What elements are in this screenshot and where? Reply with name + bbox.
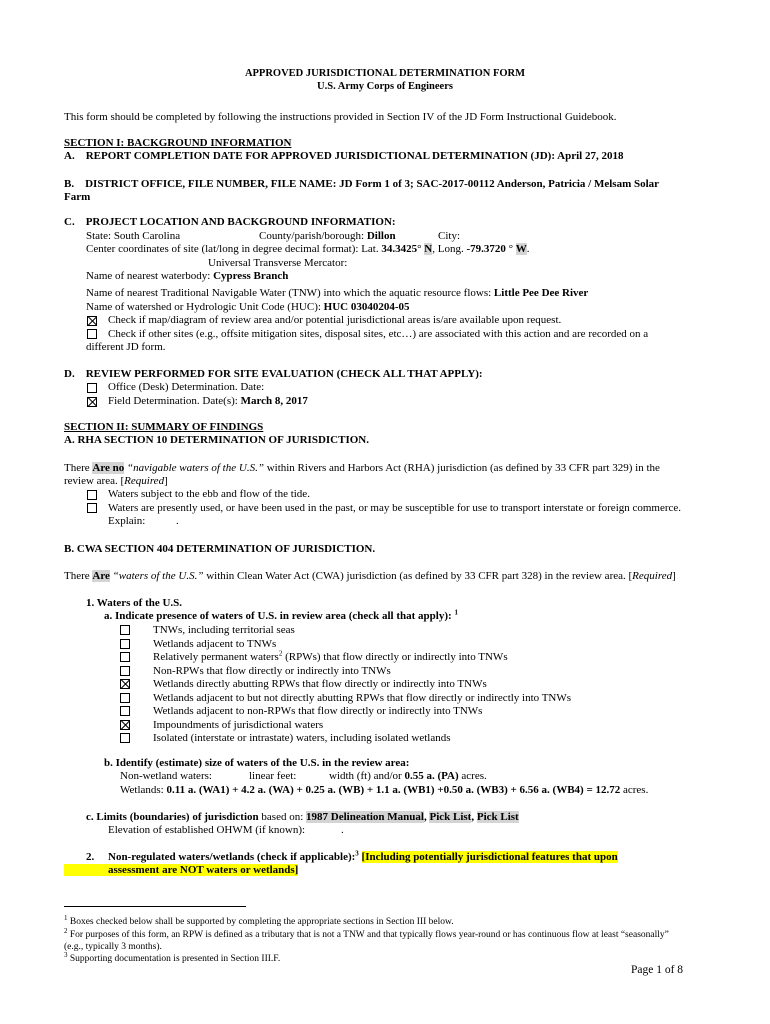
other-sites-label-cont: different JD form. (86, 341, 166, 353)
footnote-number: 2 (64, 926, 68, 935)
water-type-label (153, 719, 323, 732)
cwa-pre: There (64, 570, 90, 582)
state-label: State: (86, 230, 112, 242)
huc-value: HUC 03040204-05 (323, 301, 410, 313)
city-label: City: (438, 230, 461, 242)
width-label: width (ft) and/or (329, 770, 402, 782)
utm-label: Universal Transverse Mercator: (208, 257, 348, 269)
project-location-heading: PROJECT LOCATION AND BACKGROUND INFORMATION: (85, 216, 396, 228)
cwa-end: ] (672, 570, 676, 582)
water-type-text: Impoundments of jurisdictional waters (153, 718, 324, 731)
rha-pre: There (64, 462, 90, 474)
water-type-checkbox[interactable] (120, 693, 130, 703)
footnote-number: 3 (64, 950, 68, 959)
section1-b (64, 178, 659, 191)
water-type-label (153, 624, 295, 637)
section1-a (64, 150, 623, 163)
wetlands-acres-label: acres. (622, 784, 649, 796)
limits-based-on: based on: (261, 811, 304, 823)
footnote-text: Boxes checked below shall be supported by completing the appropriate sections in Section III below. (69, 917, 454, 927)
explain-label: Explain: (108, 515, 146, 527)
rha-heading: A. RHA SECTION 10 DETERMINATION OF JURISDICTION. (64, 434, 369, 446)
tnw-label: Name of nearest Traditional Navigable Water (TNW) into which the aquatic resource flows: (86, 287, 492, 299)
county-value: Dillon (366, 230, 396, 242)
water-type-text: TNWs, including territorial seas (153, 624, 295, 636)
limit-sep-1: , (423, 811, 427, 823)
field-determination-label: Field Determination. Date(s): (108, 395, 238, 407)
ebb-flow-label: Waters subject to the ebb and flow of the tide. (108, 488, 310, 500)
water-type-label (153, 678, 487, 691)
water-type-label (153, 692, 571, 705)
long-label: , Long. (432, 243, 464, 255)
rha-line2-pre: review area. [ (64, 475, 125, 487)
section2-heading: SECTION II: SUMMARY OF FINDINGS (64, 421, 264, 433)
nonwetland-size-line (329, 770, 487, 783)
cwa-statement (64, 570, 676, 583)
section1-c (64, 216, 396, 229)
footnote-divider (64, 906, 246, 907)
field-determination-date: March 8, 2017 (240, 395, 308, 407)
coords-label: Center coordinates of site (lat/long in degree decimal format): Lat. (86, 243, 379, 255)
office-determination-label: Office (Desk) Determination. Date: (108, 381, 265, 393)
rha-line2-post: ] (164, 475, 168, 487)
cwa-italic: “waters of the U.S.” (112, 570, 204, 582)
cwa-post: within Clean Water Act (CWA) jurisdiction (as defined by 33 CFR part 328) in the review area. [ (206, 570, 633, 582)
page-number: Page 1 of 8 (631, 964, 684, 976)
footnote-ref-2: 2 (278, 649, 283, 658)
waters-heading: 1. Waters of the U.S. (86, 597, 183, 609)
long-value: -79.3720 (466, 243, 506, 255)
ohwm-label: Elevation of established OHWM (if known): (108, 824, 306, 836)
water-type-text: Non-RPWs that flow directly or indirectly into TNWs (153, 664, 391, 677)
commerce-label: Waters are presently used, or have been used in the past, or may be susceptible for use to transport interstate or foreign commerce. (108, 502, 682, 514)
lat-direction: N (424, 243, 433, 255)
section1-heading: SECTION I: BACKGROUND INFORMATION (64, 137, 292, 149)
footnote-text: Supporting documentation is presented in Section III.F. (69, 954, 281, 964)
wetlands-label: Wetlands: (120, 784, 164, 796)
limit-sep-2: , (471, 811, 475, 823)
water-type-text: Wetlands adjacent to but not directly abutting RPWs that flow directly or indirectly into TNWs (153, 691, 572, 704)
form-title: APPROVED JURISDICTIONAL DETERMINATION FORM (244, 68, 526, 79)
tnw-line (86, 287, 588, 300)
report-date-value: April 27, 2018 (557, 150, 624, 162)
explain-value: . (176, 515, 179, 527)
other-sites-label: Check if other sites (e.g., offsite mitigation sites, disposal sites, etc…) are associated with this action and are recorded on a (108, 328, 649, 340)
nonregulated-num: 2. (86, 851, 95, 863)
cwa-required: Required (632, 570, 673, 582)
water-type-label (153, 705, 482, 718)
presence-heading-text: a. Indicate presence of waters of U.S. in review area (check all that apply): (104, 610, 452, 622)
coords-line: Center coordinates of site (lat/long in degree decimal format): Lat. 34.3425° N, Long. -79.3720 ° W. (86, 243, 530, 255)
linear-feet-label: linear feet: (249, 770, 297, 782)
rha-italic: “navigable waters of the U.S.” (127, 462, 264, 474)
lat-deg: ° (417, 243, 422, 255)
water-type-text: Wetlands adjacent to non-RPWs that flow directly or indirectly into TNWs (153, 705, 483, 717)
water-type-label (153, 732, 451, 745)
water-type-checkbox[interactable] (120, 625, 130, 635)
ohwm-value: . (341, 824, 344, 836)
water-type-text: Wetlands directly abutting RPWs that flow directly or indirectly into TNWs (153, 678, 487, 690)
limit-select-2[interactable]: Pick List (429, 811, 472, 823)
label-b: B. (64, 178, 75, 190)
limits-line (86, 811, 519, 824)
district-office-label: DISTRICT OFFICE, FILE NUMBER, FILE NAME: (85, 178, 337, 190)
label-c: C. (64, 216, 75, 228)
water-type-checkbox[interactable] (120, 679, 130, 689)
water-type-label (153, 638, 276, 651)
footnote (64, 950, 281, 966)
water-type-checkbox[interactable] (120, 720, 130, 730)
district-office-value-cont: Farm (64, 191, 91, 203)
nonregulated-note-2: assessment are NOT waters or wetlands] (64, 864, 298, 876)
label-d: D. (64, 368, 75, 380)
county-line (259, 230, 396, 243)
label-a: A. (64, 150, 75, 162)
water-type-checkbox[interactable] (120, 733, 130, 743)
long-direction: W (515, 243, 527, 255)
tnw-value: Little Pee Dee River (493, 287, 589, 299)
water-type-label (153, 665, 391, 678)
cwa-answer[interactable]: Are (92, 570, 110, 582)
water-type-checkbox[interactable] (120, 652, 130, 662)
water-type-text: Isolated (interstate or intrastate) waters, including isolated wetlands (153, 732, 451, 744)
field-determination-checkbox[interactable] (87, 397, 97, 407)
water-type-suffix: (RPWs) that flow directly or indirectly into TNWs (282, 651, 508, 663)
waterbody-label: Name of nearest waterbody: (86, 270, 211, 282)
footnote-text: (e.g., typically 3 months). (64, 942, 162, 952)
huc-label: Name of watershed or Hydrologic Unit Code (HUC): (86, 301, 321, 313)
review-heading: REVIEW PERFORMED FOR SITE EVALUATION (CHECK ALL THAT APPLY): (85, 368, 483, 380)
rha-post: within Rivers and Harbors Act (RHA) jurisdiction (as defined by 33 CFR part 329) in the (266, 462, 660, 474)
rha-statement (64, 462, 660, 475)
rha-statement-cont (64, 475, 168, 488)
district-office-value: JD Form 1 of 3; SAC-2017-00112 Anderson, Patricia / Melsam Solar (339, 178, 660, 190)
rha-answer[interactable]: Are no (92, 462, 125, 474)
ebb-flow-checkbox[interactable] (87, 490, 97, 500)
wetlands-size-value: 0.11 a. (WA1) + 4.2 a. (WA) + 0.25 a. (WB) + 1.1 a. (WB1) +0.50 a. (WB3) + 6.56 a. (WB4) = 12.72 (166, 784, 621, 796)
nonregulated-note: [Including potentially jurisdictional features that upon (361, 851, 618, 863)
waterbody-value: Cypress Branch (213, 270, 289, 282)
water-type-checkbox[interactable] (120, 639, 130, 649)
report-date-label: REPORT COMPLETION DATE FOR APPROVED JURISDICTIONAL DETERMINATION (JD): (85, 150, 555, 162)
long-deg: ° (508, 243, 514, 255)
water-type-text: Relatively permanent waters (153, 651, 279, 663)
footnote-ref-1: 1 (454, 608, 458, 617)
commerce-checkbox[interactable] (87, 503, 97, 513)
footnote-ref-3: 3 (355, 849, 359, 858)
nonregulated-label: Non-regulated waters/wetlands (check if applicable): (108, 851, 356, 863)
state-line (86, 230, 180, 243)
footnote-number: 1 (64, 913, 68, 922)
other-sites-checkbox[interactable] (87, 329, 97, 339)
rha-required: Required (124, 475, 165, 487)
presence-heading (104, 610, 458, 623)
water-type-checkbox[interactable] (120, 666, 130, 676)
nonregulated-line (108, 851, 618, 864)
waterbody-line (86, 270, 288, 283)
size-heading: b. Identify (estimate) size of waters of the U.S. in the review area: (104, 757, 410, 769)
cwa-heading: B. CWA SECTION 404 DETERMINATION OF JURISDICTION. (64, 543, 376, 555)
office-determination-checkbox[interactable] (87, 383, 97, 393)
instructions-text: This form should be completed by following the instructions provided in Section IV of the JD Form Instructional Guidebook. (64, 111, 617, 123)
county-label: County/parish/borough: (259, 230, 365, 242)
limit-select-1[interactable]: 1987 Delineation Manual (306, 811, 424, 823)
nonwetland-label: Non-wetland waters: (120, 770, 212, 782)
footnote (64, 913, 454, 929)
section1-d (64, 368, 483, 381)
map-available-label: Check if map/diagram of review area and/or potential jurisdictional areas is/are available upon request. (108, 314, 562, 326)
state-value: South Carolina (113, 230, 181, 242)
nonregulated-note-cont (64, 864, 298, 877)
water-type-text: Wetlands adjacent to TNWs (153, 637, 277, 650)
nonwetland-size-value: 0.55 a. (PA) (404, 770, 459, 782)
field-determination-line (108, 395, 308, 408)
map-available-checkbox[interactable] (87, 316, 97, 326)
water-type-label (153, 651, 508, 664)
form-subtitle: U.S. Army Corps of Engineers (317, 81, 453, 92)
limits-heading: c. Limits (boundaries) of jurisdiction (86, 811, 259, 823)
water-type-checkbox[interactable] (120, 706, 130, 716)
limit-select-3[interactable]: Pick List (476, 811, 519, 823)
wetlands-size-line (120, 784, 648, 797)
lat-value: 34.3425 (381, 243, 418, 255)
footnote-text: For purposes of this form, an RPW is defined as a tributary that is not a TNW and that typically flows year-round or has continuous flow at least “seasonally” (69, 930, 669, 940)
huc-line (86, 301, 410, 314)
nonwetland-acres-label: acres. (461, 770, 487, 782)
